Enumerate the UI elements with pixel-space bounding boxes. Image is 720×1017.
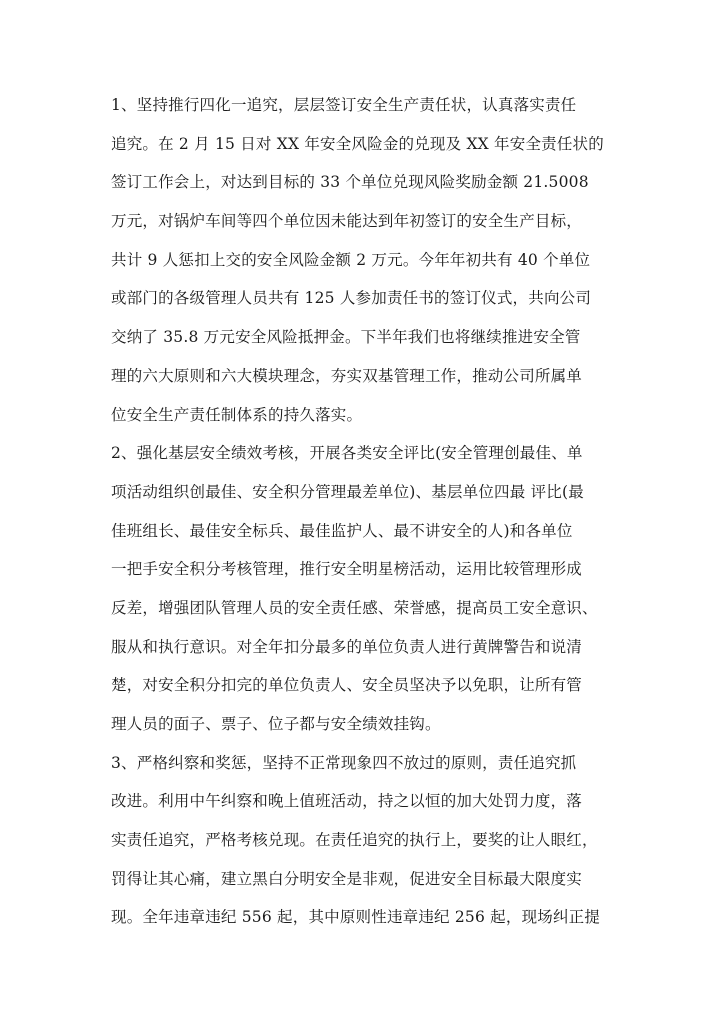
text-line: 3、严格纠察和奖惩，坚持不正常现象四不放过的原则，责任追究抓 — [111, 753, 577, 772]
text-line: 理的六大原则和六大模块理念，夯实双基管理工作，推动公司所属单 — [111, 366, 583, 385]
text-line: 反差，增强团队管理人员的安全责任感、荣誉感，提高员工安全意识、 — [111, 598, 598, 617]
text-line: 实责任追究，严格考核兑现。在责任追究的执行上，要奖的让人眼红， — [111, 831, 598, 850]
text-line: 2、强化基层安全绩效考核，开展各类安全评比(安全管理创最佳、单 — [111, 444, 583, 463]
text-line: 现。全年违章违纪 556 起，其中原则性违章违纪 256 起，现场纠正提 — [111, 908, 601, 927]
text-line: 追究。在 2 月 15 日对 XX 年安全风险金的兑现及 XX 年安全责任状的 — [111, 134, 604, 153]
text-line: 楚，对安全积分扣完的单位负责人、安全员坚决予以免职，让所有管 — [111, 676, 583, 695]
text-line: 交纳了 35.8 万元安全风险抵押金。下半年我们也将继续推进安全管 — [111, 328, 581, 347]
text-line: 佳班组长、最佳安全标兵、最佳监护人、最不讲安全的人)和各单位 — [111, 521, 573, 540]
text-line: 位安全生产责任制体系的持久落实。 — [111, 405, 363, 424]
text-line: 共计 9 人惩扣上交的安全风险金额 2 万元。今年年初共有 40 个单位 — [111, 250, 591, 269]
paragraph-1 — [111, 86, 607, 434]
text-line: 1、坚持推行四化一追究，层层签订安全生产责任状，认真落实责任 — [111, 96, 577, 114]
document-body — [111, 86, 607, 937]
paragraph-2 — [111, 434, 607, 744]
text-line: 万元，对锅炉车间等四个单位因未能达到年初签订的安全生产目标， — [111, 212, 583, 231]
text-line: 一把手安全积分考核管理，推行安全明星榜活动，运用比较管理形成 — [111, 560, 583, 579]
text-line: 项活动组织创最佳、安全积分管理最差单位)、基层单位四最 评比(最 — [111, 482, 584, 501]
text-line: 或部门的各级管理人员共有 125 人参加责任书的签订仪式，共向公司 — [111, 289, 592, 308]
text-line: 理人员的面子、票子、位子都与安全绩效挂钩。 — [111, 715, 441, 733]
text-line: 服从和执行意识。对全年扣分最多的单位负责人进行黄牌警告和说清 — [111, 637, 583, 656]
text-line: 改进。利用中午纠察和晚上值班活动，持之以恒的加大处罚力度，落 — [111, 792, 583, 811]
paragraph-3 — [111, 744, 607, 937]
text-line: 罚得让其心痛，建立黑白分明安全是非观，促进安全目标最大限度实 — [111, 869, 583, 888]
text-line: 签订工作会上，对达到目标的 33 个单位兑现风险奖励金额 21.5008 — [111, 173, 589, 192]
